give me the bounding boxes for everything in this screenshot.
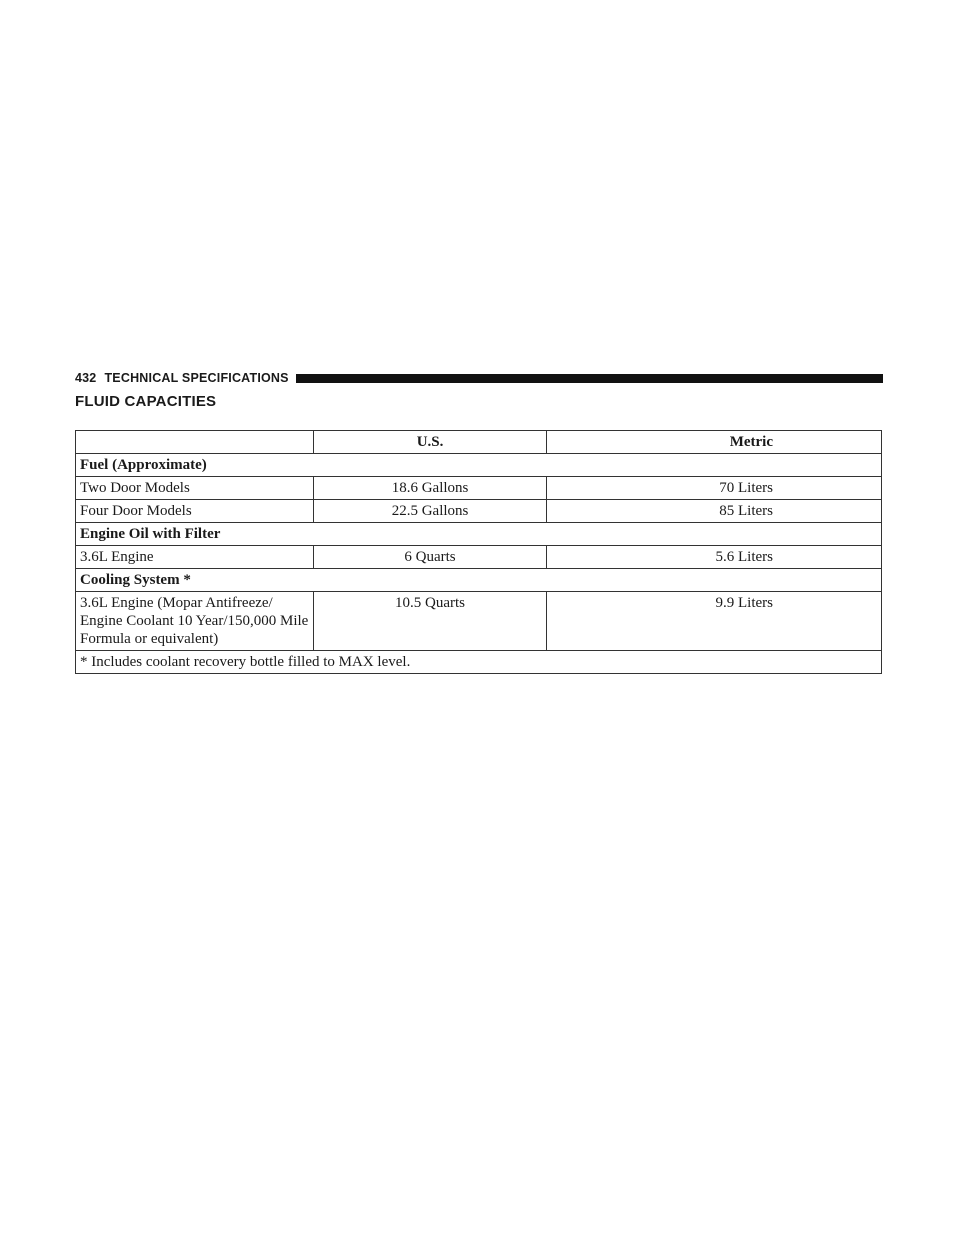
section-label: Cooling System * <box>76 569 882 592</box>
us-value: 18.6 Gallons <box>313 477 546 500</box>
metric-value: 70 Liters <box>547 477 882 500</box>
column-header-item <box>76 431 314 454</box>
row-label: Two Door Models <box>76 477 314 500</box>
table-header-row <box>76 431 882 454</box>
page-header <box>75 371 883 385</box>
us-value: 10.5 Quarts <box>313 592 546 651</box>
section-label: Fuel (Approximate) <box>76 454 882 477</box>
section-label: Engine Oil with Filter <box>76 523 882 546</box>
table-row <box>76 592 882 651</box>
page-number: 432 <box>75 371 97 385</box>
row-label: Four Door Models <box>76 500 314 523</box>
metric-value: 5.6 Liters <box>547 546 882 569</box>
fluid-capacities-table <box>75 430 882 674</box>
metric-value: 85 Liters <box>547 500 882 523</box>
section-title: TECHNICAL SPECIFICATIONS <box>104 371 289 385</box>
header-rule <box>296 374 883 383</box>
metric-value: 9.9 Liters <box>547 592 882 651</box>
us-value: 6 Quarts <box>313 546 546 569</box>
column-header-us: U.S. <box>313 431 546 454</box>
row-label: 3.6L Engine (Mopar Antifreeze/ Engine Coolant 10 Year/150,000 Mile Formula or equivalent) <box>76 592 314 651</box>
section-row-cooling <box>76 569 882 592</box>
row-label: 3.6L Engine <box>76 546 314 569</box>
page-title: FLUID CAPACITIES <box>75 393 217 410</box>
table-row <box>76 546 882 569</box>
footnote: * Includes coolant recovery bottle filled to MAX level. <box>76 651 882 674</box>
footnote-row <box>76 651 882 674</box>
us-value: 22.5 Gallons <box>313 500 546 523</box>
table-row <box>76 477 882 500</box>
section-row-engine-oil <box>76 523 882 546</box>
column-header-metric: Metric <box>547 431 882 454</box>
table-row <box>76 500 882 523</box>
section-row-fuel <box>76 454 882 477</box>
